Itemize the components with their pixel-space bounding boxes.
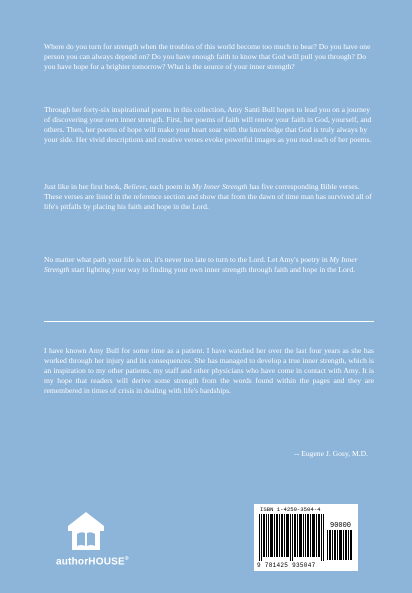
blurb-text: Just like in her first book,: [44, 182, 124, 191]
testimonial-text: I have known Amy Bull for some time as a patient. I have watched her over the last four years as she has worked through her injury and its consequences. She has managed to develop a true inner strength, which is an inspiration to my other patients, my staff and other physicians who have come in contact with Amy. It is my hope that readers will derive some strength from the words found within the pages and they are remembered in times of crisis in dealing with life's hardships.: [44, 346, 374, 396]
price-barcode-bars: [327, 530, 353, 560]
publisher-logo: [56, 508, 129, 570]
ean-number: 9 781425 935047: [257, 562, 316, 569]
ean-barcode-bars: [259, 514, 325, 561]
testimonial-signature: -- Eugene J. Gosy, M.D.: [294, 449, 368, 458]
blurb-text: No matter what path your life is on, it's never too late to turn to the Lord. Let Amy's poetry in: [44, 255, 330, 264]
isbn-label: ISBN 1-4259-3504-4: [260, 506, 321, 513]
registered-mark: ®: [124, 556, 129, 562]
blurb-text: , each poem in: [145, 182, 193, 191]
isbn-barcode: [254, 504, 358, 571]
house-book-icon: [64, 508, 108, 552]
book-title: My Inner Strength: [192, 182, 248, 191]
price-code: 90000: [330, 522, 352, 530]
blurb-paragraph-2: Through her forty-six inspirational poems in this collection, Amy Santi Bull hopes to lead you on a journey of discovering your own inner strength. First, her poems of faith will renew your faith in God, yourself, and others. Then, her poems of hope will make your heart soar with the knowledge that God is truly always by your side. Her vivid descriptions and creative verses evoke powerful images as you read each of her poems.: [44, 105, 372, 145]
book-title-believe: Believe: [123, 182, 146, 191]
blurb-paragraph-4: [44, 255, 374, 275]
blurb-paragraph-1: Where do you turn for strength when the troubles of this world become too much to bear? Do you have one person you can always depend on? Do you have enough faith to know that God will pull you through? Do you have hope for a brighter tomorrow? What is the source of your inner strength?: [44, 42, 371, 72]
publisher-name: [56, 556, 129, 567]
blurb-text: start lighting your way to finding your own inner strength through faith and hope in the Lord.: [69, 265, 356, 275]
blurb-text: has five corresponding Bible verses. These verses are listed in the reference section and show that from the dawn of time man has survived all of life's pitfalls by placing his faith and hope in the Lord.: [44, 182, 372, 212]
book-title: My Inner Strength: [44, 255, 358, 275]
publisher-wordmark: authorHOUSE: [56, 556, 125, 568]
blurb-paragraph-3: [44, 182, 374, 212]
divider: [44, 321, 374, 322]
